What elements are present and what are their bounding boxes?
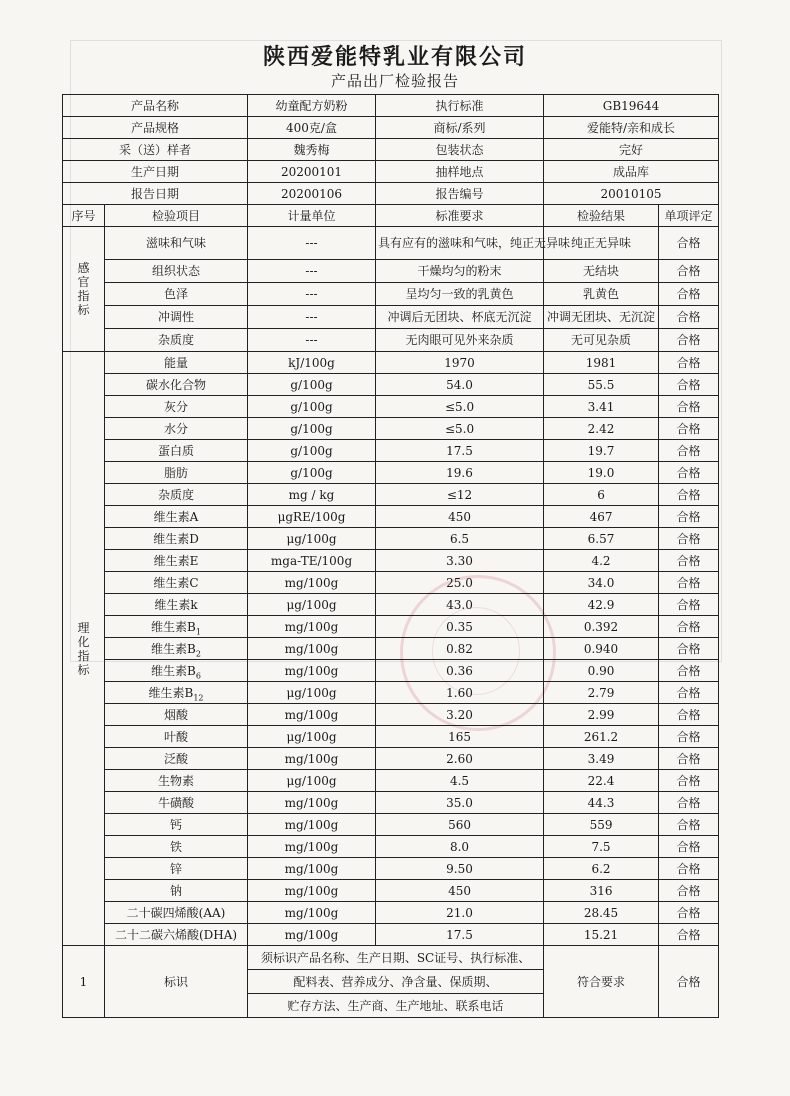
col-header-unit: 计量单位 — [248, 205, 376, 227]
item-name-text: 叶酸 — [164, 729, 189, 744]
physchem-row — [63, 792, 719, 814]
brand-label: 商标/系列 — [376, 117, 544, 139]
package-value: 完好 — [544, 139, 719, 161]
result: 纯正无异味 — [544, 227, 659, 260]
unit: mg/100g — [248, 880, 376, 902]
item-name-text: 灰分 — [164, 399, 189, 414]
result: 261.2 — [544, 726, 659, 748]
verdict: 合格 — [659, 814, 719, 836]
physchem-row — [63, 836, 719, 858]
item-name-text: 维生素A — [153, 509, 199, 524]
item-name — [105, 374, 248, 396]
requirement: 450 — [376, 880, 544, 902]
unit: μg/100g — [248, 682, 376, 704]
sensory-group-char: 感 — [77, 261, 90, 275]
item-name — [105, 924, 248, 946]
requirement: 干燥均匀的粉末 — [376, 260, 544, 283]
unit: --- — [248, 283, 376, 306]
verdict: 合格 — [659, 396, 719, 418]
labeling-requirement-line: 贮存方法、生产商、生产地址、联系电话 — [248, 994, 544, 1018]
report-date-value: 20200106 — [248, 183, 376, 205]
col-header-verdict: 单项评定 — [659, 205, 719, 227]
sensory-row — [63, 227, 719, 260]
product-name-label: 产品名称 — [63, 95, 248, 117]
sensory-group-char: 官 — [77, 275, 90, 289]
verdict: 合格 — [659, 858, 719, 880]
unit: μgRE/100g — [248, 506, 376, 528]
physchem-group-char: 理 — [77, 620, 90, 635]
requirement: 560 — [376, 814, 544, 836]
result: 55.5 — [544, 374, 659, 396]
item-name — [105, 792, 248, 814]
item-name — [105, 572, 248, 594]
item-subscript: 2 — [195, 648, 201, 658]
item-name-text: 烟酸 — [164, 707, 189, 722]
physchem-row — [63, 352, 719, 374]
item-subscript: 12 — [193, 692, 204, 702]
verdict: 合格 — [659, 506, 719, 528]
item-name — [105, 858, 248, 880]
unit: g/100g — [248, 396, 376, 418]
item-name-text: 锌 — [170, 861, 183, 876]
requirement: 呈均匀一致的乳黄色 — [376, 283, 544, 306]
item-name-text: 牛磺酸 — [158, 795, 195, 810]
result: 559 — [544, 814, 659, 836]
labeling-result: 符合要求 — [544, 946, 659, 1018]
item-name-text: 钠 — [170, 883, 183, 898]
requirement: 8.0 — [376, 836, 544, 858]
unit: kJ/100g — [248, 352, 376, 374]
item-name-text: 碳水化合物 — [146, 377, 207, 392]
unit: mg/100g — [248, 616, 376, 638]
result: 3.41 — [544, 396, 659, 418]
verdict: 合格 — [659, 924, 719, 946]
info-row — [63, 183, 719, 205]
item-name — [105, 748, 248, 770]
physchem-row — [63, 462, 719, 484]
requirement: 3.30 — [376, 550, 544, 572]
result: 2.99 — [544, 704, 659, 726]
item-name-text: 生物素 — [158, 773, 195, 788]
result: 无可见杂质 — [544, 329, 659, 352]
item-name-text: 水分 — [164, 421, 189, 436]
result: 冲调无团块、无沉淀 — [544, 306, 659, 329]
result: 19.0 — [544, 462, 659, 484]
item-name-text: 二十二碳六烯酸(DHA) — [114, 927, 238, 942]
sensory-row — [63, 283, 719, 306]
item-name-text: 脂肪 — [164, 465, 189, 480]
item-name — [105, 462, 248, 484]
result: 15.21 — [544, 924, 659, 946]
item-name-text: 能量 — [164, 355, 189, 370]
report-no-label: 报告编号 — [376, 183, 544, 205]
item-name-text: 维生素D — [153, 531, 199, 546]
unit: --- — [248, 306, 376, 329]
sampler-label: 采（送）样者 — [63, 139, 248, 161]
unit: μg/100g — [248, 726, 376, 748]
labeling-requirement-line: 配料表、营养成分、净含量、保质期、 — [248, 970, 544, 994]
sensory-group-label — [63, 227, 105, 352]
report-no-value: 20010105 — [544, 183, 719, 205]
standard-value: GB19644 — [544, 95, 719, 117]
physchem-row — [63, 726, 719, 748]
item-name-text: 铁 — [170, 839, 183, 854]
result: 7.5 — [544, 836, 659, 858]
prod-date-value: 20200101 — [248, 161, 376, 183]
item-name — [105, 594, 248, 616]
verdict: 合格 — [659, 660, 719, 682]
physchem-group-label — [63, 352, 105, 946]
result: 0.940 — [544, 638, 659, 660]
info-row — [63, 95, 719, 117]
verdict: 合格 — [659, 638, 719, 660]
inspection-table — [62, 94, 719, 1018]
result: 0.90 — [544, 660, 659, 682]
physchem-row — [63, 880, 719, 902]
item-name: 色泽 — [105, 283, 248, 306]
verdict: 合格 — [659, 616, 719, 638]
unit: mga-TE/100g — [248, 550, 376, 572]
verdict: 合格 — [659, 594, 719, 616]
requirement: 1.60 — [376, 682, 544, 704]
item-name — [105, 902, 248, 924]
unit: mg/100g — [248, 858, 376, 880]
sample-place-value: 成品库 — [544, 161, 719, 183]
physchem-group-char: 指 — [77, 648, 90, 663]
item-name — [105, 528, 248, 550]
info-row — [63, 161, 719, 183]
unit: g/100g — [248, 374, 376, 396]
col-header-req: 标准要求 — [376, 205, 544, 227]
requirement: 无肉眼可见外来杂质 — [376, 329, 544, 352]
info-row — [63, 139, 719, 161]
unit: mg/100g — [248, 902, 376, 924]
verdict: 合格 — [659, 484, 719, 506]
unit: mg/100g — [248, 638, 376, 660]
verdict: 合格 — [659, 792, 719, 814]
item-name-text: 泛酸 — [164, 751, 189, 766]
sensory-row — [63, 260, 719, 283]
physchem-group-char: 标 — [77, 662, 90, 677]
requirement: 3.20 — [376, 704, 544, 726]
requirement: 0.35 — [376, 616, 544, 638]
report-title: 产品出厂检验报告 — [330, 72, 459, 90]
item-name — [105, 704, 248, 726]
verdict: 合格 — [659, 227, 719, 260]
verdict: 合格 — [659, 418, 719, 440]
physchem-row — [63, 374, 719, 396]
physchem-row — [63, 418, 719, 440]
physchem-row — [63, 748, 719, 770]
unit: mg/100g — [248, 924, 376, 946]
physchem-row — [63, 506, 719, 528]
unit: --- — [248, 329, 376, 352]
requirement: 4.5 — [376, 770, 544, 792]
item-name-text: 二十碳四烯酸(AA) — [126, 905, 226, 920]
item-name-text: 维生素E — [153, 553, 199, 568]
physchem-row — [63, 682, 719, 704]
sampler-value: 魏秀梅 — [248, 139, 376, 161]
item-name — [105, 352, 248, 374]
prod-date-label: 生产日期 — [63, 161, 248, 183]
labeling-item: 标识 — [105, 946, 248, 1018]
physchem-row — [63, 704, 719, 726]
item-name: 冲调性 — [105, 306, 248, 329]
item-name — [105, 660, 248, 682]
result: 6 — [544, 484, 659, 506]
standard-label: 执行标准 — [376, 95, 544, 117]
result: 乳黄色 — [544, 283, 659, 306]
requirement: 冲调后无团块、杯底无沉淀 — [376, 306, 544, 329]
result: 3.49 — [544, 748, 659, 770]
physchem-row — [63, 660, 719, 682]
physchem-row — [63, 528, 719, 550]
requirement: 25.0 — [376, 572, 544, 594]
requirement: 35.0 — [376, 792, 544, 814]
item-name — [105, 880, 248, 902]
physchem-row — [63, 770, 719, 792]
verdict: 合格 — [659, 374, 719, 396]
labeling-requirement-line: 须标识产品名称、生产日期、SC证号、执行标准、 — [248, 946, 544, 970]
physchem-group-char: 化 — [77, 634, 90, 649]
result: 1981 — [544, 352, 659, 374]
verdict: 合格 — [659, 748, 719, 770]
labeling-row — [63, 946, 719, 970]
verdict: 合格 — [659, 880, 719, 902]
item-name-text: 维生素C — [153, 575, 199, 590]
item-name-text: 蛋白质 — [158, 443, 195, 458]
verdict: 合格 — [659, 306, 719, 329]
item-name — [105, 814, 248, 836]
requirement: ≤5.0 — [376, 396, 544, 418]
item-name — [105, 836, 248, 858]
requirement: 6.5 — [376, 528, 544, 550]
labeling-no: 1 — [63, 946, 105, 1018]
result: 19.7 — [544, 440, 659, 462]
physchem-row — [63, 550, 719, 572]
verdict: 合格 — [659, 726, 719, 748]
sensory-row — [63, 306, 719, 329]
unit: --- — [248, 227, 376, 260]
requirement: ≤5.0 — [376, 418, 544, 440]
verdict: 合格 — [659, 329, 719, 352]
result: 467 — [544, 506, 659, 528]
result: 6.2 — [544, 858, 659, 880]
requirement: 具有应有的滋味和气味，纯正无异味 — [376, 227, 544, 260]
result: 0.392 — [544, 616, 659, 638]
item-name — [105, 550, 248, 572]
physchem-row — [63, 484, 719, 506]
item-name — [105, 484, 248, 506]
requirement: 1970 — [376, 352, 544, 374]
verdict: 合格 — [659, 704, 719, 726]
sample-place-label: 抽样地点 — [376, 161, 544, 183]
item-name — [105, 682, 248, 704]
item-name: 杂质度 — [105, 329, 248, 352]
requirement: 450 — [376, 506, 544, 528]
result: 无结块 — [544, 260, 659, 283]
col-header-result: 检验结果 — [544, 205, 659, 227]
verdict: 合格 — [659, 550, 719, 572]
col-header-item: 检验项目 — [105, 205, 248, 227]
result: 2.79 — [544, 682, 659, 704]
unit: mg/100g — [248, 792, 376, 814]
requirement: 0.82 — [376, 638, 544, 660]
unit: μg/100g — [248, 770, 376, 792]
physchem-row — [63, 396, 719, 418]
result: 34.0 — [544, 572, 659, 594]
package-label: 包装状态 — [376, 139, 544, 161]
col-header-no: 序号 — [63, 205, 105, 227]
result: 4.2 — [544, 550, 659, 572]
requirement: 54.0 — [376, 374, 544, 396]
physchem-row — [63, 902, 719, 924]
requirement: 0.36 — [376, 660, 544, 682]
unit: g/100g — [248, 418, 376, 440]
physchem-row — [63, 814, 719, 836]
item-name-text: 维生素k — [154, 597, 198, 612]
result: 2.42 — [544, 418, 659, 440]
unit: μg/100g — [248, 528, 376, 550]
physchem-row — [63, 440, 719, 462]
result: 44.3 — [544, 792, 659, 814]
verdict: 合格 — [659, 260, 719, 283]
unit: mg/100g — [248, 836, 376, 858]
item-name — [105, 616, 248, 638]
physchem-row — [63, 616, 719, 638]
item-subscript: 1 — [195, 626, 201, 636]
unit: mg/100g — [248, 660, 376, 682]
physchem-row — [63, 924, 719, 946]
requirement: 17.5 — [376, 440, 544, 462]
physchem-row — [63, 572, 719, 594]
item-name — [105, 638, 248, 660]
info-row — [63, 117, 719, 139]
company-name: 陕西爱能特乳业有限公司 — [262, 44, 527, 70]
requirement: 43.0 — [376, 594, 544, 616]
result: 42.9 — [544, 594, 659, 616]
unit: mg/100g — [248, 748, 376, 770]
unit: μg/100g — [248, 594, 376, 616]
result: 316 — [544, 880, 659, 902]
unit: --- — [248, 260, 376, 283]
result: 6.57 — [544, 528, 659, 550]
report-date-label: 报告日期 — [63, 183, 248, 205]
item-name-text: 维生素B — [151, 641, 196, 656]
unit: g/100g — [248, 462, 376, 484]
verdict: 合格 — [659, 462, 719, 484]
unit: mg/100g — [248, 572, 376, 594]
item-name-text: 维生素B — [151, 663, 196, 678]
verdict: 合格 — [659, 283, 719, 306]
sensory-row — [63, 329, 719, 352]
sensory-group-char: 标 — [77, 303, 90, 317]
product-name-value: 幼童配方奶粉 — [248, 95, 376, 117]
item-name-text: 维生素B — [151, 619, 196, 634]
item-name — [105, 418, 248, 440]
sensory-group-char: 指 — [77, 289, 90, 303]
verdict: 合格 — [659, 352, 719, 374]
item-subscript: 6 — [195, 670, 201, 680]
item-name-text: 钙 — [170, 817, 183, 832]
item-name: 滋味和气味 — [105, 227, 248, 260]
verdict: 合格 — [659, 836, 719, 858]
requirement: 9.50 — [376, 858, 544, 880]
physchem-row — [63, 594, 719, 616]
unit: mg / kg — [248, 484, 376, 506]
result: 22.4 — [544, 770, 659, 792]
verdict: 合格 — [659, 572, 719, 594]
requirement: 19.6 — [376, 462, 544, 484]
verdict: 合格 — [659, 440, 719, 462]
physchem-row — [63, 638, 719, 660]
requirement: 21.0 — [376, 902, 544, 924]
requirement: 2.60 — [376, 748, 544, 770]
unit: g/100g — [248, 440, 376, 462]
item-name: 组织状态 — [105, 260, 248, 283]
unit: mg/100g — [248, 814, 376, 836]
spec-label: 产品规格 — [63, 117, 248, 139]
brand-value: 爱能特/亲和成长 — [544, 117, 719, 139]
requirement: ≤12 — [376, 484, 544, 506]
result: 28.45 — [544, 902, 659, 924]
item-name — [105, 726, 248, 748]
spec-value: 400克/盒 — [248, 117, 376, 139]
verdict: 合格 — [659, 770, 719, 792]
physchem-row — [63, 858, 719, 880]
requirement: 165 — [376, 726, 544, 748]
requirement: 17.5 — [376, 924, 544, 946]
unit: mg/100g — [248, 704, 376, 726]
verdict: 合格 — [659, 902, 719, 924]
verdict: 合格 — [659, 682, 719, 704]
item-name-text: 维生素B — [148, 685, 194, 700]
verdict: 合格 — [659, 528, 719, 550]
item-name — [105, 506, 248, 528]
item-name — [105, 396, 248, 418]
labeling-verdict: 合格 — [659, 946, 719, 1018]
item-name — [105, 440, 248, 462]
item-name — [105, 770, 248, 792]
column-header-row — [63, 205, 719, 227]
item-name-text: 杂质度 — [158, 487, 195, 502]
